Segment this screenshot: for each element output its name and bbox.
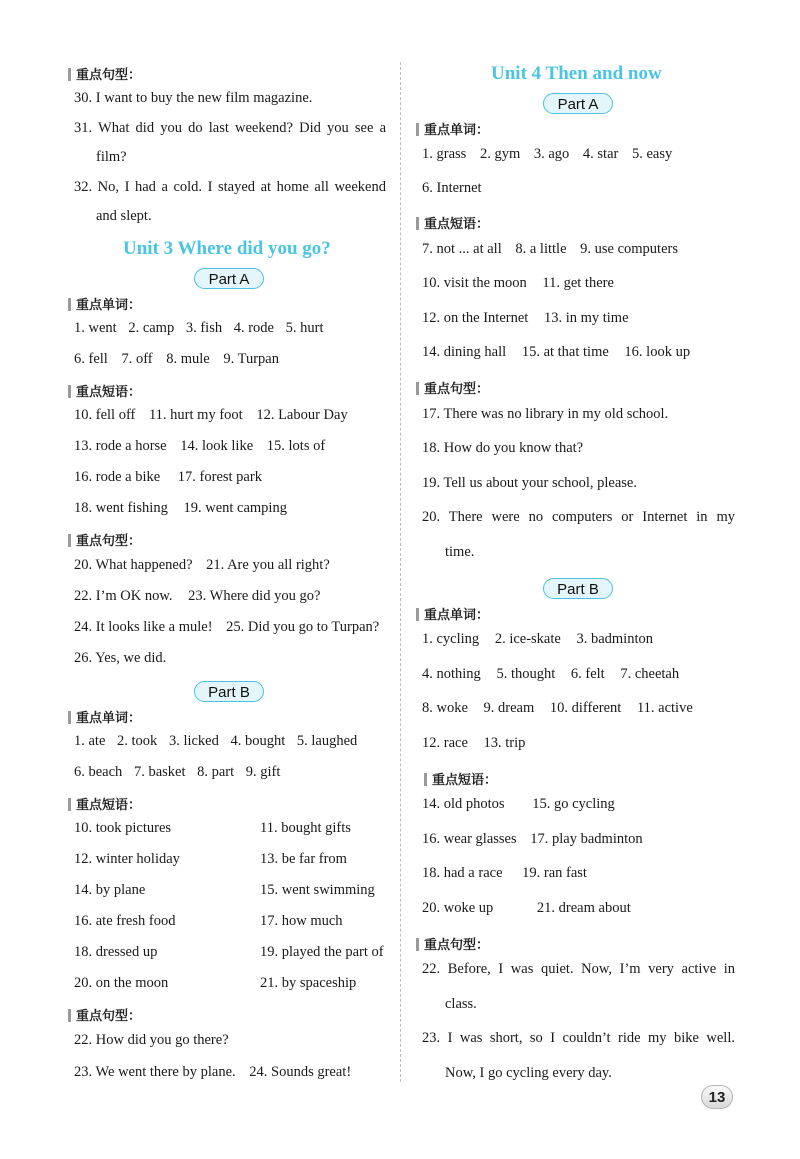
sentence-26: 26. Yes, we did. [74,650,167,666]
phrase-cell: 18. dressed up [74,944,158,960]
phrase-cell: 14. by plane [74,882,146,898]
phrase-row: 16. rode a bike 17. forest park [74,469,262,485]
section-heading-sentences: 重点句型： [416,934,489,953]
phrase-row: 10. visit the moon 11. get there [422,275,614,291]
phrase-row: 16. wear glasses 17. play badminton [422,831,643,847]
section-heading-phrases: 重点短语： [424,769,497,788]
column-divider [400,62,401,1082]
heading-bar [424,773,427,786]
section-heading-sentences: 重点句型： [68,1005,141,1024]
word-row: 1. cycling 2. ice-skate 3. badminton [422,631,653,647]
phrase-row: 10. fell off 11. hurt my foot 12. Labour Day [74,407,348,423]
word-row: 1. grass 2. gym 3. ago 4. star 5. easy [422,146,673,162]
phrase-cell: 21. by spaceship [260,975,357,991]
word-row: 6. beach 7. basket 8. part 9. gift [74,764,281,780]
phrase-row: 14. old photos 15. go cycling [422,796,615,812]
phrase-cell: 11. bought gifts [260,820,351,836]
unit-4-title: Unit 4 Then and now [491,63,662,84]
section-heading-words: 重点单词： [416,119,489,138]
section-heading-words: 重点单词： [68,707,141,726]
sentence-23-line2: Now, I go cycling every day. [445,1065,612,1081]
section-heading-phrases: 重点短语： [68,794,141,813]
page-number: 13 [701,1085,733,1109]
part-b-label-unit3: Part B [194,681,264,702]
phrase-cell: 13. be far from [260,851,347,867]
heading-bar [416,608,419,621]
sentence-30: 30. I want to buy the new film magazine. [74,90,313,106]
section-heading-sentences: 重点句型： [68,530,141,549]
sentence-31-line2: film? [96,149,127,165]
word-row: 8. woke 9. dream 10. different 11. active [422,700,693,716]
phrase-cell: 15. went swimming [260,882,375,898]
section-heading-sentences: 重点句型： [68,64,141,83]
phrase-row: 7. not ... at all 8. a little 9. use computers [422,241,678,257]
word-row: 4. nothing 5. thought 6. felt 7. cheetah [422,666,680,682]
phrase-row: 14. dining hall 15. at that time 16. look up [422,344,691,360]
sentence-18: 18. How do you know that? [422,440,584,456]
phrase-cell: 17. how much [260,913,343,929]
heading-bar [416,217,419,230]
part-b-label-unit4: Part B [543,578,613,599]
phrase-row: 12. on the Internet 13. in my time [422,310,629,326]
heading-bar [68,534,71,547]
phrase-row: 18. had a race 19. ran fast [422,865,587,881]
phrase-cell: 20. on the moon [74,975,169,991]
sentence-32-line2: and slept. [96,208,152,224]
section-heading-words: 重点单词： [68,294,141,313]
section-heading-words: 重点单词： [416,604,489,623]
heading-bar [68,798,71,811]
sentence-31-line1: 31. What did you do last weekend? Did you see a [74,120,386,136]
phrase-cell: 10. took pictures [74,820,172,836]
sentence-22-line1: 22. Before, I was quiet. Now, I’m very active in [422,961,735,977]
heading-bar [416,938,419,951]
part-a-label-unit4: Part A [543,93,613,114]
heading-bar [68,298,71,311]
phrase-cell: 12. winter holiday [74,851,180,867]
phrase-row: 13. rode a horse 14. look like 15. lots of [74,438,326,454]
part-a-label-unit3: Part A [194,268,264,289]
word-row: 1. went 2. camp 3. fish 4. rode 5. hurt [74,320,324,336]
phrase-row: 20. woke up 21. dream about [422,900,631,916]
section-heading-phrases: 重点短语： [416,213,489,232]
unit-3-title: Unit 3 Where did you go? [123,238,331,259]
phrase-row: 18. went fishing 19. went camping [74,500,287,516]
sentence-row: 24. It looks like a mule! 25. Did you go to Turpan? [74,619,380,635]
sentence-19: 19. Tell us about your school, please. [422,475,637,491]
phrase-cell: 19. played the part of [260,944,384,960]
sentence-row: 22. I’m OK now. 23. Where did you go? [74,588,321,604]
heading-bar [68,385,71,398]
heading-bar [68,68,71,81]
word-row: 1. ate 2. took 3. licked 4. bought 5. laughed [74,733,358,749]
heading-bar [416,382,419,395]
section-heading-sentences: 重点句型： [416,378,489,397]
sentence-23-line1: 23. I was short, so I couldn’t ride my bike well. [422,1030,735,1046]
sentence-row: 20. What happened? 21. Are you all right? [74,557,330,573]
sentence-17: 17. There was no library in my old school. [422,406,669,422]
sentence-20-line2: time. [445,544,475,560]
phrase-cell: 16. ate fresh food [74,913,176,929]
heading-bar [68,711,71,724]
sentence-22: 22. How did you go there? [74,1032,229,1048]
sentence-20-line1: 20. There were no computers or Internet in my [422,509,735,525]
heading-bar [416,123,419,136]
word-row: 12. race 13. trip [422,735,526,751]
heading-bar [68,1009,71,1022]
section-heading-phrases: 重点短语： [68,381,141,400]
word-row: 6. fell 7. off 8. mule 9. Turpan [74,351,279,367]
word-6: 6. Internet [422,180,482,196]
sentence-32-line1: 32. No, I had a cold. I stayed at home all weekend [74,179,386,195]
sentence-22-line2: class. [445,996,477,1012]
sentence-row: 23. We went there by plane. 24. Sounds great! [74,1064,352,1080]
